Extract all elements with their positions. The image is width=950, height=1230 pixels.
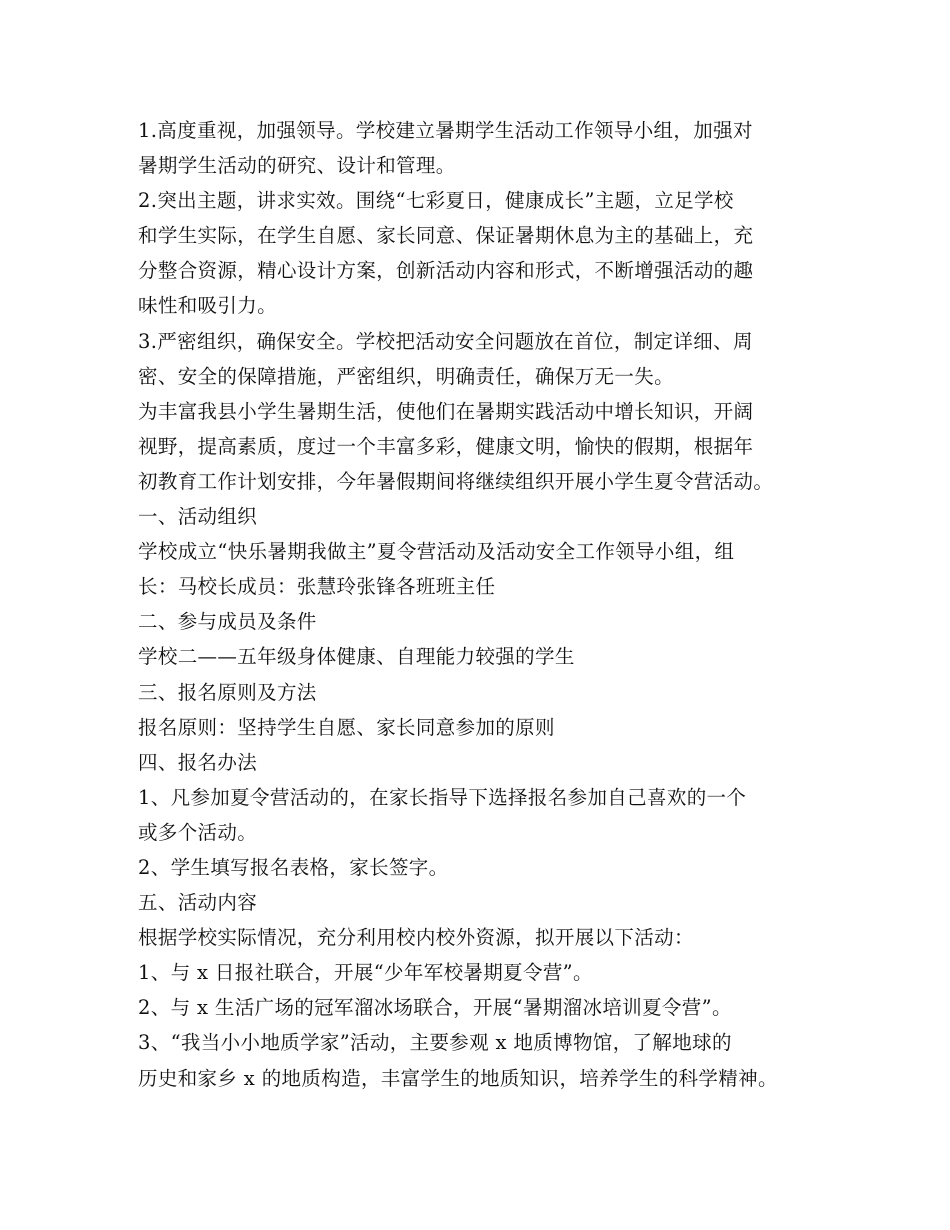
text-line: 学校成立“快乐暑期我做主”夏令营活动及活动安全工作领导小组，组: [138, 540, 735, 564]
text-line: 或多个活动。: [138, 820, 258, 844]
text-line: 密、安全的保障措施，严密组织，明确责任，确保万无一失。: [138, 364, 674, 388]
text-line: 味性和吸引力。: [138, 294, 277, 318]
text-line: 长：马校长成员：张慧玲张锋各班班主任: [138, 575, 496, 599]
text-line: 历史和家乡 x 的地质构造，丰富学生的地质知识，培养学生的科学精神。: [138, 1066, 778, 1090]
text-line: 2、学生填写报名表格，家长签字。: [138, 855, 449, 879]
text-line: 分整合资源，精心设计方案，创新活动内容和形式，不断增强活动的趣: [138, 259, 754, 283]
text-line: 学校二——五年级身体健康、自理能力较强的学生: [138, 645, 575, 669]
text-line: 根据学校实际情况，充分利用校内校外资源，拟开展以下活动：: [138, 926, 694, 950]
text-line: 为丰富我县小学生暑期生活，使他们在暑期实践活动中增长知识，开阔: [138, 399, 754, 423]
text-line: 视野，提高素质，度过一个丰富多彩，健康文明，愉快的假期，根据年: [138, 434, 754, 458]
text-line: 暑期学生活动的研究、设计和管理。: [138, 154, 456, 178]
text-line: 2.突出主题，讲求实效。围绕“七彩夏日，健康成长”主题，立足学校: [138, 189, 734, 213]
text-line: 初教育工作计划安排，今年暑假期间将继续组织开展小学生夏令营活动。: [138, 469, 774, 493]
section-heading: 五、活动内容: [138, 891, 258, 915]
text-line: 3.严密组织，确保安全。学校把活动安全问题放在首位，制定详细、周: [138, 329, 753, 353]
text-line: 3、“我当小小地质学家”活动，主要参观 x 地质博物馆，了解地球的: [138, 1031, 732, 1055]
text-line: 1、凡参加夏令营活动的，在家长指导下选择报名参加自己喜欢的一个: [138, 785, 747, 809]
section-heading: 三、报名原则及方法: [138, 680, 317, 704]
text-line: 和学生实际，在学生自愿、家长同意、保证暑期休息为主的基础上，充: [138, 224, 754, 248]
text-line: 1、与 x 日报社联合，开展“少年军校暑期夏令营”。: [138, 961, 593, 985]
document-body: [138, 113, 838, 1096]
text-line: 报名原则：坚持学生自愿、家长同意参加的原则: [138, 715, 555, 739]
section-heading: 二、参与成员及条件: [138, 610, 317, 634]
text-line: 2、与 x 生活广场的冠军溜冰场联合，开展“暑期溜冰培训夏令营”。: [138, 996, 732, 1020]
section-heading: 一、活动组织: [138, 505, 258, 529]
section-heading: 四、报名办法: [138, 750, 258, 774]
text-line: 1.高度重视，加强领导。学校建立暑期学生活动工作领导小组，加强对: [138, 119, 753, 142]
